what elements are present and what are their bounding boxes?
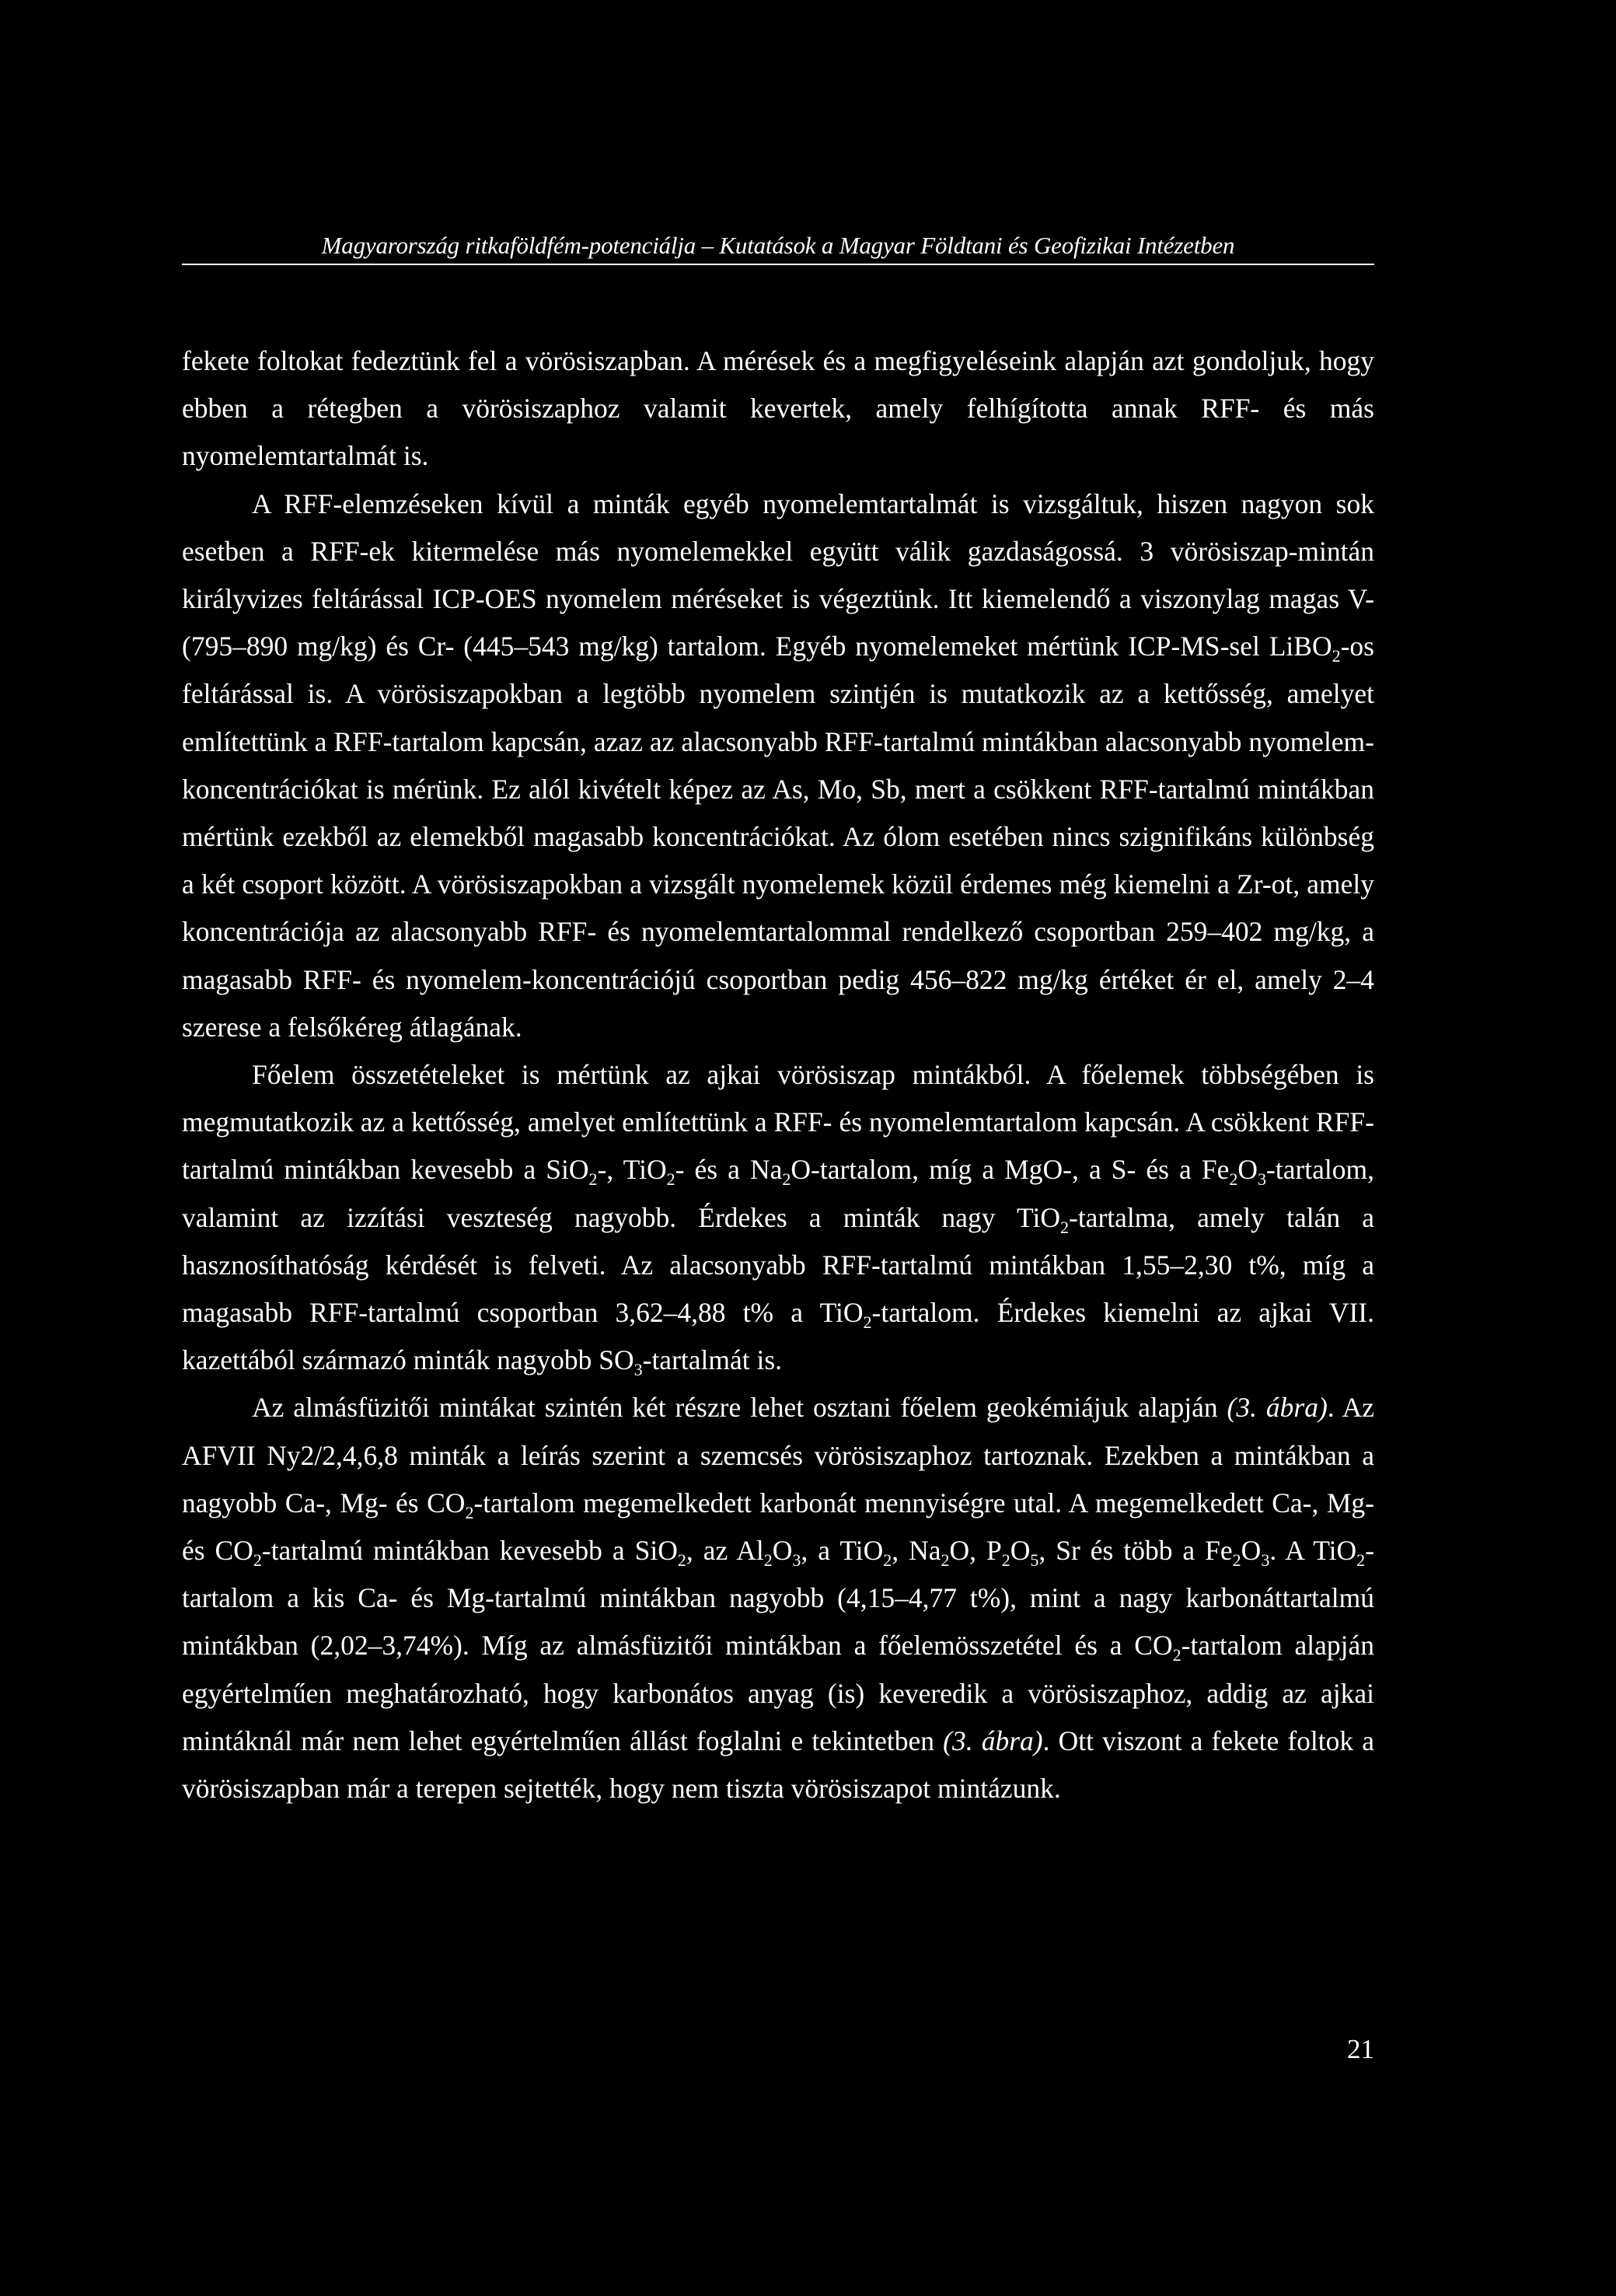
subscript: 3 <box>1261 1550 1270 1571</box>
subscript: 2 <box>763 1550 773 1571</box>
text-run: -tartalom alapján egyértelműen meghatározható, hogy karbonátos anyag (is) keveredik a vörösiszaphoz, addig az ajkai mintáknál már nem lehet egyértelműen állást foglalni e tekintetben <box>182 1630 1381 1756</box>
subscript: 2 <box>1356 1550 1366 1571</box>
subscript: 2 <box>863 1312 872 1333</box>
text-run: , Na <box>892 1535 941 1567</box>
text-run: -tartalmát is. <box>642 1344 783 1376</box>
subscript: 2 <box>588 1169 598 1190</box>
text-run: . Ott viszont a fekete foltok a vörösiszapban már a terepen sejtették, hogy nem tiszta vörösiszapot mintázunk. <box>182 1725 1381 1805</box>
text-run: -, TiO <box>597 1154 667 1186</box>
subscript: 2 <box>1232 1550 1241 1571</box>
subscript: 2 <box>253 1550 262 1571</box>
text-run: -tartalom a kis Ca- és Mg-tartalmú mintákban nagyobb (4,15–4,77 t%), mint a nagy karbonáttartalmú mintákban (2,02–3,74%). Míg az almásfüzitői mintákban a főelemösszetétel és a CO <box>182 1535 1381 1662</box>
text-run: A RFF-elemzéseken kívül a minták egyéb nyomelemtartalmát is vizsgáltuk, hiszen nagyon sok esetben a RFF-ek kitermelése más nyomelemekkel együtt válik gazdaságossá. 3 vörösiszap-mintán királyvizes feltárással ICP-OES nyomelem méréseket is végeztünk. Itt kiemelendő a viszonylag magas V- (795–890 mg/kg) és Cr- (445–543 mg/kg) tartalom. Egyéb nyomelemeket mértünk ICP-MS-sel LiBO <box>182 488 1381 662</box>
text-run: Főelem összetételeket is mértünk az ajkai vörösiszap mintákból. A főelemek többségében is megmutatkozik az a kettősség, amelyet említettünk a RFF- és nyomelemtartalom kapcsán. A csökkent RFF-tartalmú mintákban kevesebb a SiO <box>182 1059 1381 1186</box>
text-run: , az Al <box>686 1535 764 1567</box>
subscript: 2 <box>941 1550 950 1571</box>
text-run: -tartalom megemelkedett karbonát mennyiségre utal. A megemelkedett Ca-, Mg- és CO <box>182 1487 1381 1567</box>
subscript: 3 <box>1258 1169 1267 1190</box>
subscript: 2 <box>883 1550 892 1571</box>
subscript: 2 <box>677 1550 686 1571</box>
figure-reference: (3. ábra) <box>1227 1392 1328 1424</box>
text-run: -tartalma, amely talán a hasznosíthatóság kérdését is felveti. Az alacsonyabb RFF-tartalmú mintákban 1,55–2,30 t%, míg a magasabb RFF-tartalmú csoportban 3,62–4,88 t% a TiO <box>182 1201 1381 1329</box>
text-run: , a TiO <box>801 1535 884 1567</box>
text-run: -tartalom. Érdekes kiemelni az ajkai VII. kazettából származó minták nagyobb SO <box>182 1297 1381 1376</box>
body-text <box>182 337 1381 1812</box>
text-run: fekete foltokat fedeztünk fel a vörösiszapban. A mérések és a megfigyeléseink alapján azt gondoljuk, hogy ebben a rétegben a vörösiszaphoz valamit kevertek, amely felhígította annak RFF- és más nyomelemtartalmát is. <box>182 345 1381 472</box>
text-run: -tartalom, valamint az izzítási veszteség nagyobb. Érdekes a minták nagy TiO <box>182 1154 1381 1233</box>
text-run: . A TiO <box>1269 1535 1357 1567</box>
paragraph <box>182 1051 1381 1384</box>
subscript: 2 <box>465 1502 474 1522</box>
subscript: 2 <box>1172 1645 1181 1665</box>
figure-reference: (3. ábra) <box>943 1725 1043 1756</box>
subscript: 2 <box>666 1169 675 1190</box>
subscript: 2 <box>1229 1169 1238 1190</box>
text-run: . Az AFVII Ny2/2,4,6,8 minták a leírás szerint a szemcsés vörösiszaphoz tartoznak. Ezekben a mintákban a nagyobb Ca-, Mg- és CO <box>182 1392 1381 1518</box>
subscript: 2 <box>1332 646 1341 666</box>
subscript: 2 <box>1060 1217 1069 1237</box>
page-number: 21 <box>1347 2034 1374 2064</box>
subscript: 5 <box>1030 1550 1039 1571</box>
paragraph <box>182 1384 1381 1812</box>
subscript: 3 <box>633 1360 643 1380</box>
paragraph <box>182 337 1381 481</box>
paragraph <box>182 481 1381 1051</box>
text-run: O <box>1237 1154 1258 1186</box>
text-run: O, P <box>949 1535 1002 1567</box>
subscript: 2 <box>1001 1550 1010 1571</box>
text-run: O-tartalom, míg a MgO-, a S- és a Fe <box>791 1154 1230 1186</box>
text-run: -tartalmú mintákban kevesebb a SiO <box>261 1535 678 1567</box>
running-header: Magyarország ritkaföldfém-potenciálja – Kutatások a Magyar Földtani és Geofizikai Intézetben <box>182 232 1374 265</box>
text-run: O <box>1010 1535 1031 1567</box>
subscript: 3 <box>792 1550 801 1571</box>
text-run: -os feltárással is. A vörösiszapokban a legtöbb nyomelem szintjén is mutatkozik az a kettősség, amelyet említettünk a RFF-tartalom kapcsán, azaz az alacsonyabb RFF-tartalmú mintákban alacsonyabb nyomelem-koncentrációkat is mérünk. Ez alól kivételt képez az As, Mo, Sb, mert a csökkent RFF-tartalmú mintákban mértünk ezekből az elemekből magasabb koncentrációkat. Az ólom esetében nincs szignifikáns különbség a két csoport között. A vörösiszapokban a vizsgált nyomelemek közül érdemes még kiemelni a Zr-ot, amely koncentrációja az alacsonyabb RFF- és nyomelemtartalommal rendelkező csoportban 259–402 mg/kg, a magasabb RFF- és nyomelem-koncentrációjú csoportban pedig 456–822 mg/kg értéket ér el, amely 2–4 szerese a felsőkéreg átlagának. <box>182 631 1381 1043</box>
text-run: Az almásfüzitői mintákat szintén két részre lehet osztani főelem geokémiájuk alapján <box>252 1392 1227 1424</box>
text-run: , Sr és több a Fe <box>1038 1535 1233 1567</box>
text-run: O <box>1241 1535 1262 1567</box>
text-run: O <box>772 1535 793 1567</box>
subscript: 2 <box>782 1169 791 1190</box>
text-run: - és a Na <box>675 1154 783 1186</box>
